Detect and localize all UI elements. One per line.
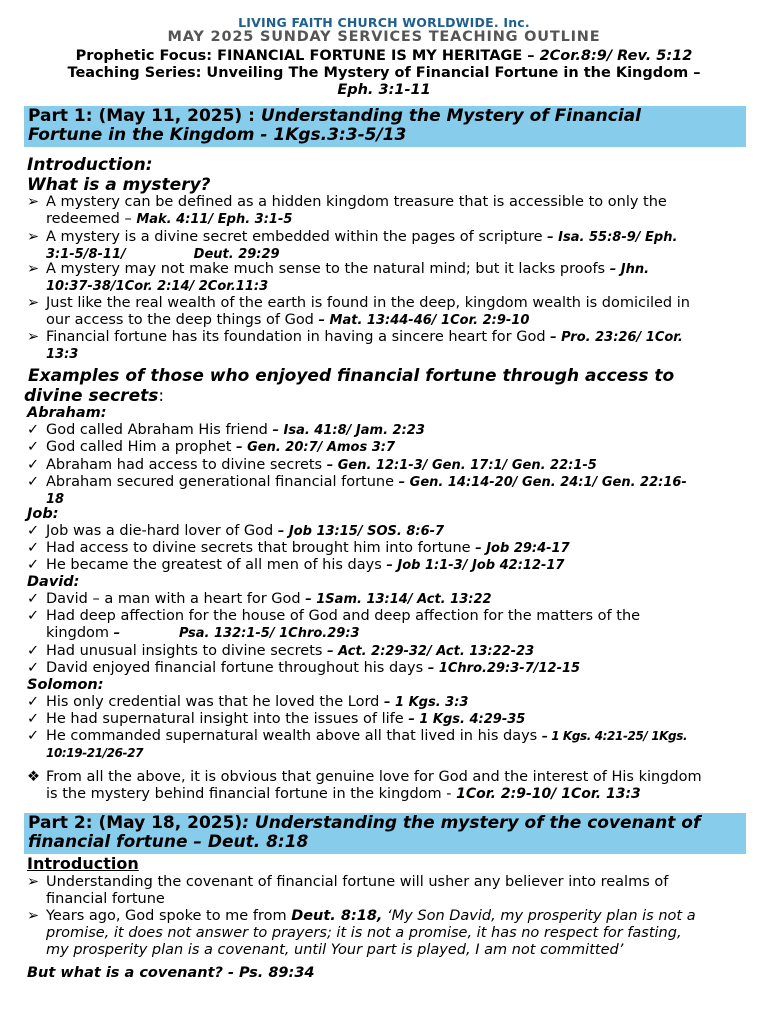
outline-title: MAY 2025 SUNDAY SERVICES TEACHING OUTLINE: [167, 29, 601, 45]
part2-title-sep: :: [242, 813, 255, 833]
bullet-text: God called Him a prophet: [46, 439, 237, 455]
part1-title-plain: Part 1: (May 11, 2025): [28, 106, 249, 126]
list-item: [27, 523, 746, 540]
scripture-ref: 3:1-5/8-11/ Deut. 29:29: [46, 247, 280, 262]
list-item: [27, 908, 746, 959]
bullet-text: Abraham had access to divine secrets: [46, 457, 327, 473]
examples-heading: [28, 367, 674, 386]
list-item: [27, 591, 746, 608]
scripture-ref: – 1 Kgs. 3:3: [383, 695, 469, 710]
part2-intro-heading: [27, 854, 139, 873]
examples-colon: :: [158, 386, 165, 406]
bullet-text: kingdom: [46, 625, 114, 641]
bullet-text: Had access to divine secrets that brought him into fortune: [46, 540, 476, 556]
scripture-ref: 10:19-21/26-27: [46, 746, 144, 760]
list-item: [27, 557, 746, 574]
scripture-ref: – Jhn.: [609, 262, 650, 277]
list-item: [27, 660, 746, 677]
examples-heading-text: divine secrets: [24, 386, 159, 406]
scripture-ref: – Act. 2:29-32/ Act. 13:22-23: [327, 644, 535, 659]
part1-title-italic2: Fortune in the Kingdom - 1Kgs.3:3-5/13: [28, 125, 407, 145]
list-item: [27, 457, 746, 474]
check-icon: ✓: [27, 557, 40, 573]
examples-heading-line2: [24, 386, 164, 406]
arrow-icon: ➢: [27, 229, 40, 245]
list-item: [27, 261, 746, 295]
check-icon: ✓: [27, 422, 40, 438]
bullet-text: His only credential was that he loved the Lord: [46, 694, 384, 710]
check-icon: ✓: [27, 474, 40, 490]
scripture-ref: Deut. 8:18,: [291, 908, 383, 924]
list-item: [27, 329, 746, 363]
quote-text: promise, it does not answer to prayers; it is not a promise, it has no respect for fasting,: [46, 925, 682, 941]
series-ref: Eph. 3:1-11: [337, 82, 431, 98]
group-name-job: Job:: [27, 506, 59, 522]
part2-title-italic: Understanding the mystery of the covenant of: [254, 813, 701, 833]
bullet-text: A mystery may not make much sense to the natural mind; but it lacks proofs: [46, 261, 610, 277]
covenant-question: But what is a covenant? - Ps. 89:34: [27, 965, 315, 981]
check-icon: ✓: [27, 660, 40, 676]
group-name-abraham: Abraham:: [27, 405, 107, 421]
scripture-ref: – 1Sam. 13:14/ Act. 13:22: [305, 592, 492, 607]
bullet-text: redeemed –: [46, 211, 137, 227]
arrow-icon: ➢: [27, 874, 40, 890]
arrow-icon: ➢: [27, 261, 40, 277]
list-item: [27, 295, 746, 329]
bullet-text: financial fortune: [46, 891, 165, 907]
scripture-ref: – Isa. 41:8/ Jam. 2:23: [272, 423, 425, 438]
scripture-ref: – 1 Kgs. 4:29-35: [408, 712, 526, 727]
scripture-ref: – Job 13:15/ SOS. 8:6-7: [277, 524, 445, 539]
bullet-text: Had deep affection for the house of God and deep affection for the matters of the: [46, 608, 641, 624]
check-icon: ✓: [27, 694, 40, 710]
check-icon: ✓: [27, 523, 40, 539]
list-item: [27, 422, 746, 439]
conclusion: [27, 769, 746, 803]
list-item: [27, 540, 746, 557]
list-item: [27, 229, 746, 263]
bullet-text: our access to the deep things of God: [46, 312, 319, 328]
focus-label: Prophetic Focus: FINANCIAL FORTUNE IS MY HERITAGE –: [75, 48, 540, 64]
examples-heading-line1: Examples of those who enjoyed financial fortune through access to: [28, 366, 675, 386]
scripture-ref: – Isa. 55:8-9/ Eph.: [547, 230, 678, 245]
bullet-text: Understanding the covenant of financial fortune will usher any believer into realms of: [46, 874, 669, 890]
bullet-text: Had unusual insights to divine secrets: [46, 643, 328, 659]
focus-ref: 2Cor.8:9/ Rev. 5:12: [539, 48, 693, 64]
scripture-ref: – Gen. 20:7/ Amos 3:7: [236, 440, 395, 455]
scripture-ref: Mak. 4:11/ Eph. 3:1-5: [136, 212, 293, 227]
teaching-series: [0, 65, 768, 99]
list-item: [27, 194, 746, 228]
part2-title-band: [24, 813, 746, 854]
part1-title-band: [24, 106, 746, 147]
check-icon: ✓: [27, 711, 40, 727]
bullet-text: He commanded supernatural wealth above all that lived in his days: [46, 728, 542, 744]
scripture-ref: 1Cor. 2:9-10/ 1Cor. 13:3: [456, 786, 641, 802]
conclusion-text: From all the above, it is obvious that genuine love for God and the interest of His kingdom: [46, 769, 702, 785]
list-item: [27, 728, 746, 762]
bullet-text: Job was a die-hard lover of God: [46, 523, 278, 539]
intro-heading: Introduction:: [27, 155, 153, 175]
group-name-solomon: Solomon:: [27, 677, 104, 693]
bullet-text: Years ago, God spoke to me from: [46, 908, 292, 924]
bullet-text: David – a man with a heart for God: [46, 591, 306, 607]
scripture-ref: 13:3: [46, 347, 79, 362]
check-icon: ✓: [27, 728, 40, 744]
org-name: LIVING FAITH CHURCH WORLDWIDE. Inc.: [238, 15, 530, 30]
part1-title-sep: :: [248, 106, 261, 126]
check-icon: ✓: [27, 540, 40, 556]
list-item: [27, 694, 746, 711]
quote-text: my prosperity plan is a covenant, until Your part is played, I am not committed’: [46, 942, 624, 958]
check-icon: ✓: [27, 608, 40, 624]
scripture-ref: – Job 1:1-3/ Job 42:12-17: [386, 558, 565, 573]
bullet-text: He had supernatural insight into the issues of life: [46, 711, 409, 727]
scripture-ref: – Gen. 14:14-20/ Gen. 24:1/ Gen. 22:16-: [398, 475, 687, 490]
bullet-text: A mystery can be defined as a hidden kingdom treasure that is accessible to only the: [46, 194, 667, 210]
arrow-icon: ➢: [27, 295, 40, 311]
check-icon: ✓: [27, 643, 40, 659]
bullet-text: Abraham secured generational financial fortune: [46, 474, 399, 490]
prophetic-focus: [0, 48, 768, 64]
scripture-ref: 18: [46, 492, 65, 507]
scripture-ref: – Job 29:4-17: [475, 541, 570, 556]
arrow-icon: ➢: [27, 194, 40, 210]
list-item: [27, 608, 746, 642]
scripture-ref: – 1Chro.29:3-7/12-15: [427, 661, 581, 676]
series-label: Teaching Series: Unveiling The Mystery of Financial Fortune in the Kingdom –: [67, 65, 701, 81]
check-icon: ✓: [27, 591, 40, 607]
check-icon: ✓: [27, 457, 40, 473]
scripture-ref: – Pro. 23:26/ 1Cor.: [550, 330, 683, 345]
list-item: [27, 439, 746, 456]
arrow-icon: ➢: [27, 329, 40, 345]
mystery-heading: What is a mystery?: [27, 175, 211, 195]
part2-intro-heading-text: Introduction: [27, 854, 139, 873]
scripture-ref: – Psa. 132:1-5/ 1Chro.29:3: [113, 626, 360, 641]
part2-title-plain: Part 2: (May 18, 2025): [28, 813, 243, 833]
scripture-ref: – 1 Kgs. 4:21-25/ 1Kgs.: [541, 729, 688, 743]
part1-title-italic: Understanding the Mystery of Financial: [260, 106, 641, 126]
quote-text: ‘My Son David, my prosperity plan is not a: [382, 908, 696, 924]
list-item: [27, 711, 746, 728]
list-item: [27, 474, 746, 508]
list-item: [27, 643, 746, 660]
check-icon: ✓: [27, 439, 40, 455]
scripture-ref: – Mat. 13:44-46/ 1Cor. 2:9-10: [318, 313, 530, 328]
group-name-david: David:: [27, 574, 80, 590]
part2-title-italic2: financial fortune – Deut. 8:18: [28, 832, 309, 852]
bullet-text: A mystery is a divine secret embedded within the pages of scripture: [46, 229, 548, 245]
arrow-icon: ➢: [27, 908, 40, 924]
scripture-ref: 10:37-38/1Cor. 2:14/ 2Cor.11:3: [46, 279, 269, 294]
list-item: [27, 874, 746, 908]
bullet-text: Just like the real wealth of the earth is found in the deep, kingdom wealth is domiciled in: [46, 295, 690, 311]
conclusion-text: is the mystery behind financial fortune in the kingdom -: [46, 786, 457, 802]
bullet-text: He became the greatest of all men of his days: [46, 557, 387, 573]
scripture-ref: – Gen. 12:1-3/ Gen. 17:1/ Gen. 22:1-5: [326, 458, 597, 473]
bullet-text: God called Abraham His friend: [46, 422, 273, 438]
bullet-text: David enjoyed financial fortune throughout his days: [46, 660, 428, 676]
bullet-text: Financial fortune has its foundation in having a sincere heart for God: [46, 329, 551, 345]
diamond-icon: ❖: [27, 769, 40, 785]
